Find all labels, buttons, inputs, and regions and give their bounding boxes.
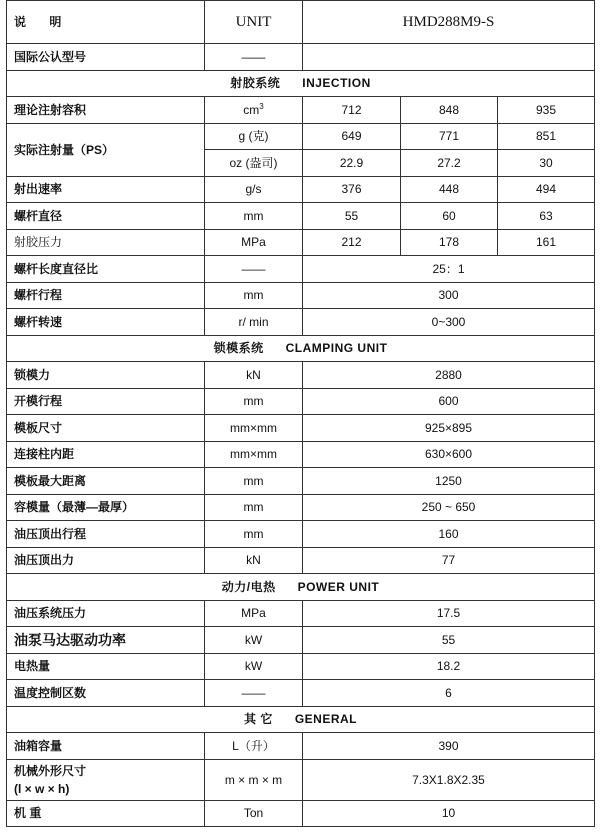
row-unit: g/s bbox=[205, 176, 303, 203]
row-unit: mm bbox=[205, 521, 303, 548]
row-value: 2880 bbox=[303, 362, 595, 389]
row-label: 国际公认型号 bbox=[7, 44, 205, 71]
table-row bbox=[7, 203, 595, 230]
row-value bbox=[303, 44, 595, 71]
table-row bbox=[7, 468, 595, 495]
row-label: 开模行程 bbox=[7, 388, 205, 415]
row-label: 油泵马达驱动功率 bbox=[7, 627, 205, 654]
row-value: 300 bbox=[303, 282, 595, 309]
table-row bbox=[7, 362, 595, 389]
table-row bbox=[7, 441, 595, 468]
spec-table bbox=[6, 0, 595, 827]
section-row bbox=[7, 706, 595, 733]
row-value: 935 bbox=[498, 97, 595, 124]
row-unit: Ton bbox=[205, 800, 303, 827]
section-injection bbox=[7, 70, 595, 97]
row-label: 油压系统压力 bbox=[7, 600, 205, 627]
row-unit: g (克) bbox=[205, 123, 303, 150]
row-value: 27.2 bbox=[401, 150, 498, 177]
row-unit: MPa bbox=[205, 600, 303, 627]
row-label: 容模量（最薄—最厚） bbox=[7, 494, 205, 521]
row-label bbox=[7, 759, 205, 800]
row-value: 55 bbox=[303, 203, 401, 230]
unit-base: cm bbox=[243, 102, 260, 117]
row-value: 448 bbox=[401, 176, 498, 203]
row-label: 模板最大距离 bbox=[7, 468, 205, 495]
table-row bbox=[7, 759, 595, 800]
section-en: GENERAL bbox=[294, 712, 357, 727]
row-value: 63 bbox=[498, 203, 595, 230]
row-value: 22.9 bbox=[303, 150, 401, 177]
table-row bbox=[7, 309, 595, 336]
section-row bbox=[7, 70, 595, 97]
section-cn: 其 它 bbox=[243, 712, 273, 727]
header-model: HMD288M9-S bbox=[303, 1, 595, 44]
row-unit: —— bbox=[205, 256, 303, 283]
row-value: 10 bbox=[303, 800, 595, 827]
row-unit: m × m × m bbox=[205, 759, 303, 800]
section-en: INJECTION bbox=[302, 76, 371, 91]
row-label: 模板尺寸 bbox=[7, 415, 205, 442]
row-value: 77 bbox=[303, 547, 595, 574]
row-value: 851 bbox=[498, 123, 595, 150]
section-cn: 锁模系统 bbox=[213, 341, 264, 356]
table-row bbox=[7, 800, 595, 827]
row-value: 376 bbox=[303, 176, 401, 203]
row-value: 494 bbox=[498, 176, 595, 203]
row-label: 理论注射容积 bbox=[7, 97, 205, 124]
row-label: 螺杆转速 bbox=[7, 309, 205, 336]
label-line-2: (l × w × h) bbox=[14, 781, 70, 796]
row-unit: mm bbox=[205, 282, 303, 309]
row-unit: —— bbox=[205, 680, 303, 707]
header-row bbox=[7, 1, 595, 44]
row-value: 7.3X1.8X2.35 bbox=[303, 759, 595, 800]
row-label: 螺杆行程 bbox=[7, 282, 205, 309]
row-value: 649 bbox=[303, 123, 401, 150]
table-row bbox=[7, 282, 595, 309]
table-row bbox=[7, 388, 595, 415]
row-label: 电热量 bbox=[7, 653, 205, 680]
header-unit: UNIT bbox=[205, 1, 303, 44]
table-row bbox=[7, 680, 595, 707]
row-unit: mm bbox=[205, 203, 303, 230]
row-label: 温度控制区数 bbox=[7, 680, 205, 707]
row-label: 连接柱内距 bbox=[7, 441, 205, 468]
row-value: 161 bbox=[498, 229, 595, 256]
table-row bbox=[7, 256, 595, 283]
table-row bbox=[7, 97, 595, 124]
row-unit: kW bbox=[205, 627, 303, 654]
row-label: 螺杆长度直径比 bbox=[7, 256, 205, 283]
row-value: 160 bbox=[303, 521, 595, 548]
row-label: 机 重 bbox=[7, 800, 205, 827]
row-value: 848 bbox=[401, 97, 498, 124]
row-unit: kN bbox=[205, 362, 303, 389]
row-label: 螺杆直径 bbox=[7, 203, 205, 230]
row-unit: mm bbox=[205, 388, 303, 415]
table-row bbox=[7, 733, 595, 760]
row-value: 212 bbox=[303, 229, 401, 256]
row-unit: —— bbox=[205, 44, 303, 71]
section-en: POWER UNIT bbox=[297, 579, 380, 594]
row-value: 600 bbox=[303, 388, 595, 415]
section-cn: 射胶系统 bbox=[230, 76, 281, 91]
section-cn: 动力/电热 bbox=[221, 579, 276, 594]
row-value: 55 bbox=[303, 627, 595, 654]
table-row bbox=[7, 44, 595, 71]
section-row bbox=[7, 335, 595, 362]
row-unit: mm×mm bbox=[205, 415, 303, 442]
label-line-1: 机械外形尺寸 bbox=[14, 763, 87, 778]
row-value: 60 bbox=[401, 203, 498, 230]
row-label: 锁模力 bbox=[7, 362, 205, 389]
row-value: 771 bbox=[401, 123, 498, 150]
table-row bbox=[7, 176, 595, 203]
row-value: 18.2 bbox=[303, 653, 595, 680]
section-en: CLAMPING UNIT bbox=[285, 341, 388, 356]
table-row bbox=[7, 547, 595, 574]
row-unit bbox=[205, 97, 303, 124]
row-value: 30 bbox=[498, 150, 595, 177]
section-power bbox=[7, 574, 595, 601]
row-value: 925×895 bbox=[303, 415, 595, 442]
section-general bbox=[7, 706, 595, 733]
row-unit: r/ min bbox=[205, 309, 303, 336]
row-unit: kN bbox=[205, 547, 303, 574]
row-value: 178 bbox=[401, 229, 498, 256]
table-row bbox=[7, 415, 595, 442]
row-value: 712 bbox=[303, 97, 401, 124]
row-label: 油压顶出行程 bbox=[7, 521, 205, 548]
row-unit: mm bbox=[205, 494, 303, 521]
row-unit: mm×mm bbox=[205, 441, 303, 468]
row-value: 17.5 bbox=[303, 600, 595, 627]
unit-superscript: 3 bbox=[259, 101, 264, 111]
row-label: 实际注射量（PS） bbox=[7, 123, 205, 176]
section-clamping bbox=[7, 335, 595, 362]
row-label: 油压顶出力 bbox=[7, 547, 205, 574]
row-value: 1250 bbox=[303, 468, 595, 495]
row-value: 0~300 bbox=[303, 309, 595, 336]
table-row bbox=[7, 229, 595, 256]
row-unit: L（升） bbox=[205, 733, 303, 760]
table-row bbox=[7, 627, 595, 654]
row-unit: MPa bbox=[205, 229, 303, 256]
row-value: 630×600 bbox=[303, 441, 595, 468]
row-label: 油箱容量 bbox=[7, 733, 205, 760]
row-unit: oz (盎司) bbox=[205, 150, 303, 177]
section-row bbox=[7, 574, 595, 601]
header-label: 说 明 bbox=[7, 1, 205, 44]
row-value: 390 bbox=[303, 733, 595, 760]
table-row bbox=[7, 494, 595, 521]
table-row bbox=[7, 600, 595, 627]
table-row bbox=[7, 123, 595, 150]
table-row bbox=[7, 521, 595, 548]
row-label: 射胶压力 bbox=[7, 229, 205, 256]
table-row bbox=[7, 653, 595, 680]
row-unit: mm bbox=[205, 468, 303, 495]
row-unit: kW bbox=[205, 653, 303, 680]
row-value: 6 bbox=[303, 680, 595, 707]
row-value: 250 ~ 650 bbox=[303, 494, 595, 521]
row-value: 25：1 bbox=[303, 256, 595, 283]
row-label: 射出速率 bbox=[7, 176, 205, 203]
